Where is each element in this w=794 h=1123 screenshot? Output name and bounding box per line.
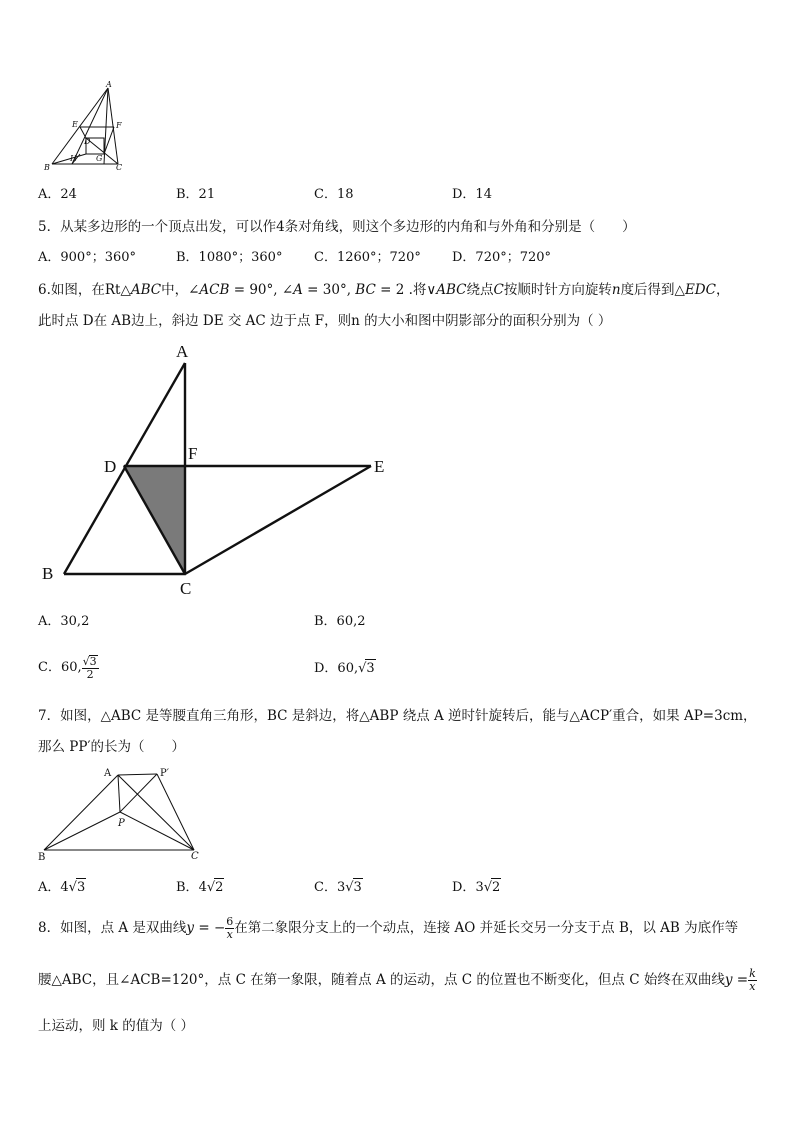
q7-option-d: D．3√2	[452, 880, 501, 895]
q8-fraction-6-over-x: $\frac{6}{x}$	[226, 915, 234, 941]
q5-option-d: D．720°；720°	[452, 250, 552, 265]
q7-option-c: C．3√3	[314, 880, 362, 895]
fig7-label-a: A	[104, 768, 112, 779]
fig4-label-a: A	[106, 80, 112, 89]
q4-option-c: C．18	[314, 187, 354, 202]
fig6-label-c: C	[180, 579, 192, 598]
q5-option-a: A．900°；360°	[38, 250, 137, 265]
q5-option-b: B．1080°；360°	[176, 250, 283, 265]
fig4-label-d: D	[84, 137, 91, 146]
q6-stem-line1: 6.如图，在Rt△ABC中，∠ACB = 90°, ∠A = 30°, BC = 2 .将∨ABC绕点C按顺时针方向旋转n度后得到△EDC，	[38, 282, 730, 298]
q5-stem: 5．从某多边形的一个顶点出发，可以作4条对角线，则这个多边形的内角和与外角和分别是（ ）	[38, 219, 636, 235]
fig6-label-a: A	[176, 342, 189, 361]
q8-stem-line1: 8．如图，点 A 是双曲线y = − $\frac{6}{x}$ 在第二象限分支上的一个动点，连接 AO 并延长交另一分支于点 B，以 AB 为底作等	[38, 915, 739, 941]
q5-option-c: C．1260°；720°	[314, 250, 421, 265]
fig4-label-e: E	[72, 120, 78, 129]
q7-figure	[36, 764, 216, 864]
fig4-label-f: F	[116, 121, 122, 130]
q4-figure	[40, 80, 140, 175]
q6-figure	[36, 338, 406, 600]
q6-stem-line2: 此时点 D在 AB边上，斜边 DE 交 AC 边于点 F，则n 的大小和图中阴影部分的面积分别为（ ）	[38, 313, 612, 329]
q6-option-c: C．60, $\frac{√3}{2}$	[38, 654, 97, 681]
fig4-label-b: B	[44, 163, 50, 172]
fig6-label-b: B	[42, 564, 54, 583]
q6-option-c-fraction: $\frac{√3}{2}$	[82, 654, 97, 681]
q4-option-d: D．14	[452, 187, 492, 202]
fig7-label-p: P	[118, 818, 125, 829]
q6-option-a: A．30,2	[38, 614, 90, 629]
fig7-label-b: B	[38, 852, 46, 863]
q4-option-a: A．24	[38, 187, 77, 202]
q8-stem-line2: 腰△ABC，且∠ACB=120°，点 C 在第一象限，随着点 A 的运动，点 C 的位置也不断变化，但点 C 始终在双曲线y = $\frac{k}{x}$	[38, 967, 756, 993]
fig4-label-g: G	[96, 154, 103, 163]
fig7-label-c: C	[191, 851, 199, 862]
fig4-label-h: H	[70, 154, 77, 163]
q7-option-a: A．4√3	[38, 880, 86, 895]
q7-stem-line1: 7．如图，△ABC 是等腰直角三角形，BC 是斜边，将△ABP 绕点 A 逆时针旋转后，能与△ACP′重合，如果 AP=3cm，	[38, 708, 757, 724]
fig4-label-c: C	[116, 163, 123, 172]
q7-stem-line2: 那么 PP′的长为（ ）	[38, 739, 186, 755]
q7-option-b: B．4√2	[176, 880, 224, 895]
q8-fraction-k-over-x: $\frac{k}{x}$	[749, 967, 756, 993]
q4-option-b: B．21	[176, 187, 216, 202]
q6-option-b: B．60,2	[314, 614, 366, 629]
fig6-label-e: E	[374, 457, 385, 476]
q6-option-d: D．60,√3	[314, 661, 375, 676]
fig7-label-p-prime: P′	[160, 768, 169, 779]
fig6-label-f: F	[188, 444, 198, 463]
fig6-label-d: D	[104, 457, 117, 476]
q8-stem-line3: 上运动，则 k 的值为（ ）	[38, 1018, 195, 1034]
